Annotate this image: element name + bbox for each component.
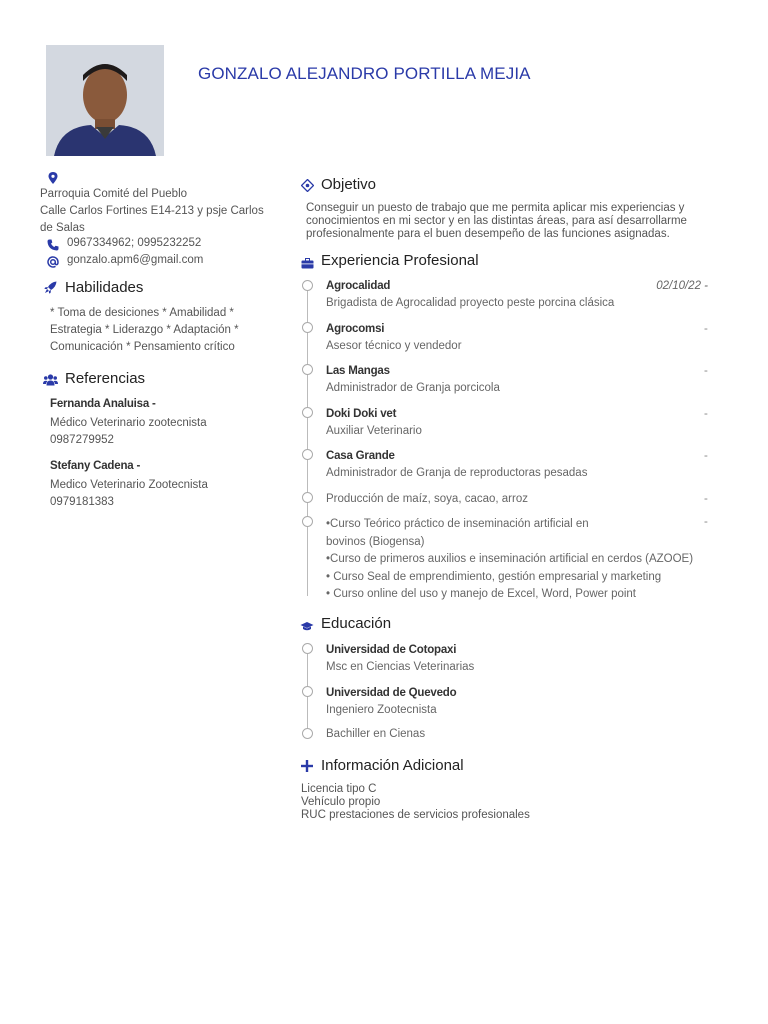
reference-name: Stefany Cadena - xyxy=(50,460,141,472)
education-extra: Bachiller en Cienas xyxy=(326,728,426,740)
objective-title: Objetivo xyxy=(321,176,377,193)
course-line: •Curso de primeros auxilios e inseminación artificial en cerdos (AZOOE) xyxy=(326,553,694,565)
experience-date: - xyxy=(704,365,708,377)
at-sign-icon xyxy=(47,255,59,273)
reference-role: Medico Veterinario Zootecnista xyxy=(50,479,208,491)
timeline-dot xyxy=(302,322,313,333)
courses-list xyxy=(326,516,693,604)
objective-line-1: Conseguir un puesto de trabajo que me permita aplicar mis experiencias y xyxy=(306,202,685,214)
experience-timeline xyxy=(307,290,308,596)
additional-line: Vehículo propio xyxy=(301,796,381,808)
skills-line-3: Comunicación * Pensamiento crítico xyxy=(50,341,235,353)
experience-role: Administrador de Granja de reproductoras pesadas xyxy=(326,467,588,479)
experience-date: - xyxy=(704,516,708,528)
experience-role: Administrador de Granja porcicola xyxy=(326,382,500,394)
experience-role: Brigadista de Agrocalidad proyecto peste porcina clásica xyxy=(326,297,615,309)
timeline-dot xyxy=(302,643,313,654)
skills-title: Habilidades xyxy=(65,279,144,296)
rocket-icon xyxy=(44,281,57,299)
additional-info-title: Información Adicional xyxy=(321,757,464,774)
reference-phone: 0987279952 xyxy=(50,434,114,446)
experience-company: Agrocalidad xyxy=(326,280,391,292)
timeline-dot xyxy=(302,364,313,375)
course-line: bovinos (Biogensa) xyxy=(326,535,425,548)
experience-company: Las Mangas xyxy=(326,365,390,377)
phone-numbers: 0967334962; 0995232252 xyxy=(67,237,202,249)
course-line: • Curso Seal de emprendimiento, gestión empresarial y marketing xyxy=(326,570,662,583)
briefcase-icon xyxy=(301,256,314,274)
education-title: Educación xyxy=(321,615,392,632)
skills-line-1: * Toma de desiciones * Amabilidad * xyxy=(50,307,234,319)
address-line-2: Calle Carlos Fortines E14-213 y psje Carlos xyxy=(40,205,264,217)
timeline-dot xyxy=(302,686,313,697)
reference-phone: 0979181383 xyxy=(50,496,114,508)
education-school: Universidad de Cotopaxi xyxy=(326,644,457,656)
experience-date: - xyxy=(704,450,708,462)
education-school: Universidad de Quevedo xyxy=(326,687,457,699)
candidate-name: GONZALO ALEJANDRO PORTILLA MEJIA xyxy=(198,64,531,83)
objective-text xyxy=(306,202,687,241)
crosshair-icon xyxy=(301,179,314,197)
users-icon xyxy=(43,373,58,391)
additional-line: RUC prestaciones de servicios profesionales xyxy=(301,809,530,821)
additional-info-text xyxy=(301,783,530,822)
skills-line-2: Estrategia * Liderazgo * Adaptación * xyxy=(50,324,239,336)
experience-company: Agrocomsi xyxy=(326,323,385,335)
experience-title: Experiencia Profesional xyxy=(321,252,479,269)
plus-icon xyxy=(301,759,313,777)
reference-name: Fernanda Analuisa - xyxy=(50,398,156,410)
course-line: •Curso Teórico práctico de inseminación artificial en xyxy=(326,518,589,530)
email[interactable]: gonzalo.apm6@gmail.com xyxy=(67,254,204,266)
experience-company: Doki Doki vet xyxy=(326,408,397,420)
address-line-3: de Salas xyxy=(40,222,85,234)
objective-line-2: conocimientos en mi sector y en las distintas áreas, para así desarrollarme xyxy=(306,215,687,227)
timeline-dot xyxy=(302,728,313,739)
graduation-cap-icon xyxy=(300,619,314,637)
experience-date: - xyxy=(704,493,708,505)
timeline-dot xyxy=(302,280,313,291)
timeline-dot xyxy=(302,492,313,503)
timeline-dot xyxy=(302,407,313,418)
experience-date: - xyxy=(704,408,708,420)
references-title: Referencias xyxy=(65,370,146,387)
experience-date: - xyxy=(704,323,708,335)
address-line-1: Parroquia Comité del Pueblo xyxy=(40,188,188,200)
experience-extra-production: Producción de maíz, soya, cacao, arroz xyxy=(326,493,528,505)
reference-role: Médico Veterinario zootecnista xyxy=(50,417,207,429)
experience-role: Auxiliar Veterinario xyxy=(326,425,422,437)
timeline-dot xyxy=(302,516,313,527)
course-line: • Curso online del uso y manejo de Excel, Word, Power point xyxy=(326,588,637,600)
experience-role: Asesor técnico y vendedor xyxy=(326,340,462,352)
experience-date: 02/10/22 - xyxy=(656,280,708,292)
experience-company: Casa Grande xyxy=(326,450,395,462)
education-degree: Ingeniero Zootecnista xyxy=(326,704,437,716)
additional-line: Licencia tipo C xyxy=(301,783,377,795)
education-degree: Msc en Ciencias Veterinarias xyxy=(326,661,475,673)
objective-line-3: profesionalmente para el buen desempeño de las funciones asignadas. xyxy=(306,228,670,240)
phone-icon xyxy=(47,238,59,256)
profile-photo xyxy=(46,45,164,156)
timeline-dot xyxy=(302,449,313,460)
